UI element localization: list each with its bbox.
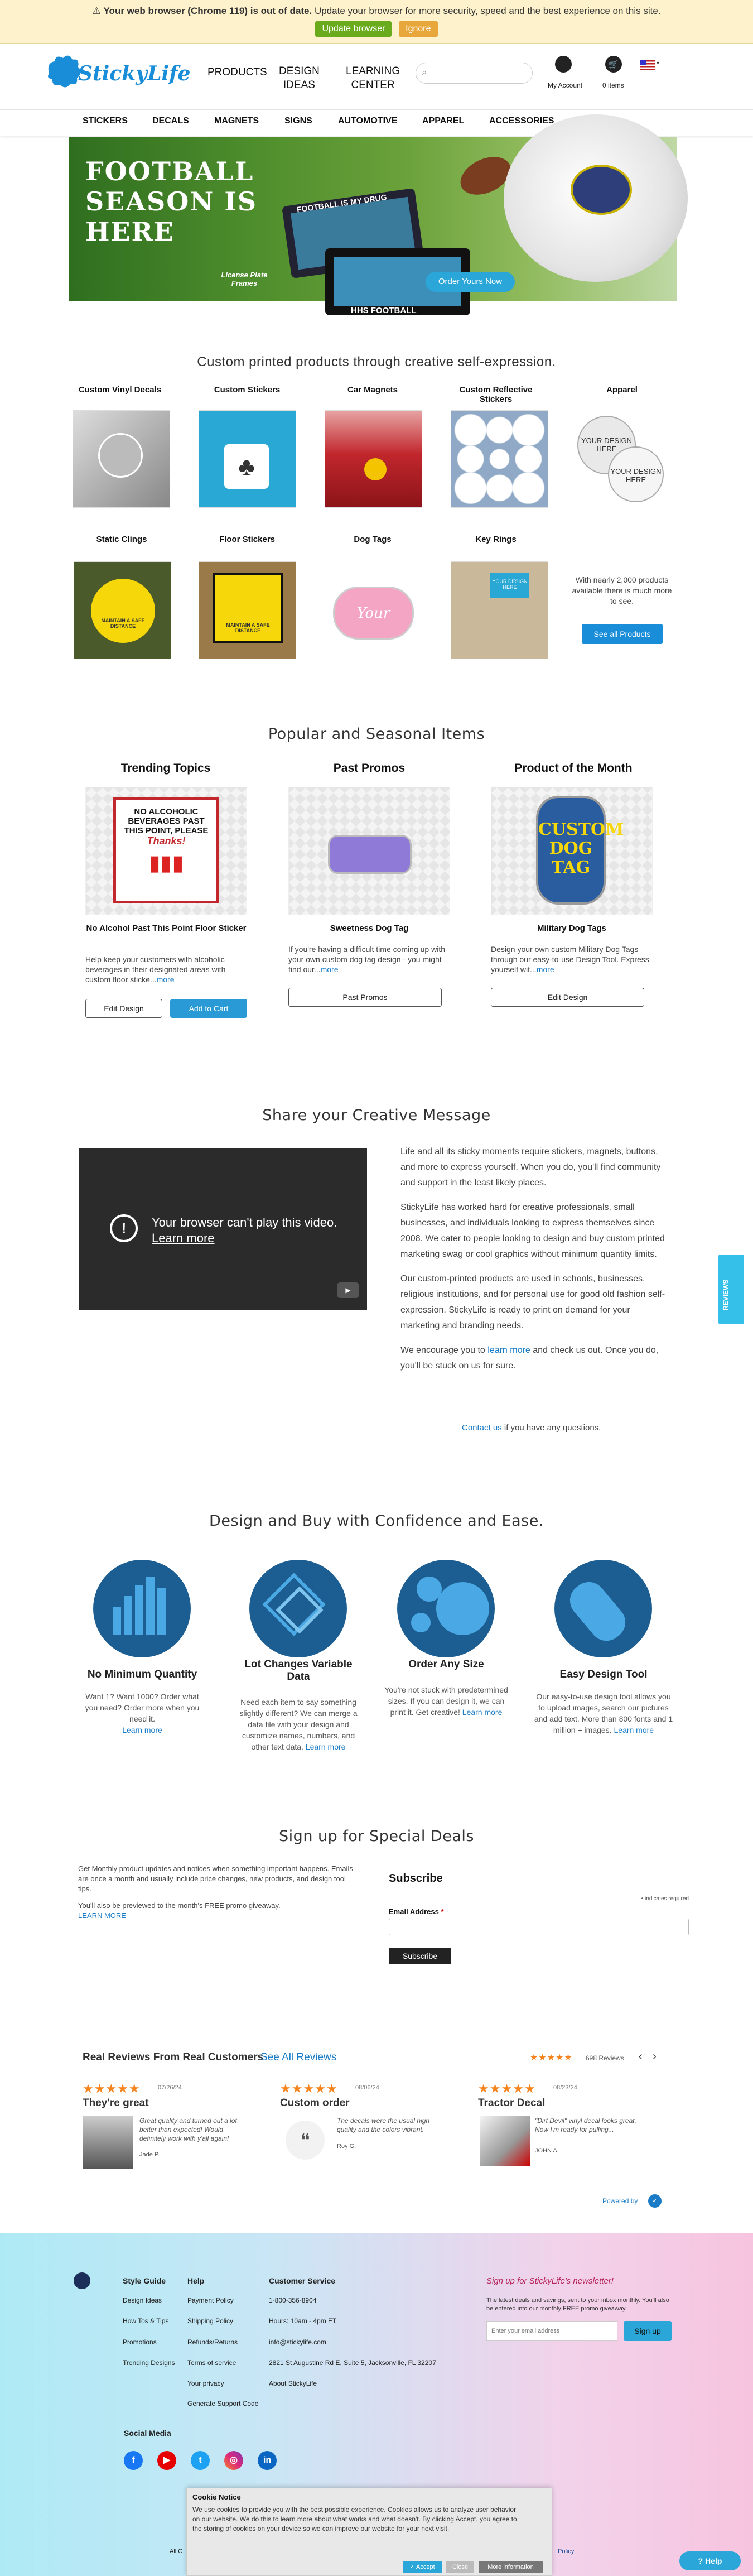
my-account-link[interactable]: My Account [548, 81, 583, 89]
subnav-apparel[interactable]: APPAREL [422, 116, 465, 126]
update-browser-button[interactable]: Update browser [315, 21, 392, 37]
review-author: Jade P. [139, 2151, 160, 2158]
no-minimum-title: No Minimum Quantity [87, 1669, 197, 1680]
any-size-title: Order Any Size [408, 1659, 484, 1670]
variable-data-learn-more[interactable]: Learn more [305, 1742, 346, 1751]
nav-design-ideas[interactable]: DESIGN IDEAS [279, 65, 320, 91]
cat-custom-stickers-image[interactable]: ♣ [199, 410, 296, 508]
stickylife-logo[interactable] [44, 51, 191, 96]
footer-link[interactable]: Refunds/Returns [187, 2338, 238, 2346]
cookie-close-button[interactable]: Close [446, 2561, 474, 2573]
frame-top-text: FOOTBALL IS MY DRUG [296, 193, 388, 214]
product-of-month-title: Product of the Month [514, 762, 633, 775]
footer-help-title: Help [187, 2276, 205, 2285]
product-of-month-edit-button[interactable]: Edit Design [491, 988, 644, 1007]
us-flag-icon[interactable] [640, 60, 655, 70]
any-size-learn-more[interactable]: Learn more [462, 1708, 503, 1717]
past-promos-button[interactable]: Past Promos [288, 988, 442, 1007]
newsletter-signup-button[interactable]: Sign up [624, 2321, 672, 2341]
see-all-products-button[interactable]: See all Products [582, 624, 663, 644]
contact-us-link[interactable]: Contact us [462, 1423, 502, 1433]
warning-icon: ⚠ [92, 6, 101, 16]
site-header [0, 44, 753, 136]
product-of-month-name[interactable]: Military Dog Tags [537, 924, 606, 933]
footer-link[interactable]: Generate Support Code [187, 2400, 259, 2407]
no-minimum-icon [93, 1560, 191, 1657]
review-title: Custom order [280, 2097, 350, 2109]
instagram-icon[interactable]: ◎ [224, 2451, 243, 2470]
features-heading: Design and Buy with Confidence and Ease. [209, 1512, 544, 1530]
subscribe-form-title: Subscribe [389, 1872, 443, 1885]
past-promo-name[interactable]: Sweetness Dog Tag [330, 924, 409, 933]
review-summary-stars: ★★★★★ [530, 2053, 573, 2063]
ignore-button[interactable]: Ignore [399, 21, 437, 37]
reviews-next-button[interactable]: › [653, 2050, 657, 2063]
linkedin-icon[interactable]: in [258, 2451, 277, 2470]
variable-data-icon [249, 1560, 347, 1657]
footer-link[interactable]: How Tos & Tips [123, 2317, 169, 2325]
cart-icon[interactable]: 🛒 [605, 56, 622, 73]
review-photo[interactable] [83, 2116, 133, 2169]
footer-hours: Hours: 10am - 4pm ET [269, 2317, 337, 2325]
video-learn-more-link[interactable]: Learn more [152, 1231, 215, 1245]
frame-bottom-text: HHS FOOTBALL [351, 306, 417, 315]
social-media-title: Social Media [124, 2429, 171, 2438]
review-stars: ★★★★★ [478, 2082, 536, 2096]
email-label: Email Address * [389, 1907, 444, 1916]
cat-vinyl-decals-image[interactable] [73, 410, 170, 508]
review-date: 08/06/24 [355, 2084, 379, 2091]
reviews-side-tab[interactable]: REVIEWS [718, 1255, 744, 1324]
search-input[interactable] [416, 63, 533, 84]
footer-logo-icon[interactable] [74, 2272, 90, 2289]
footer-email[interactable]: info@stickylife.com [269, 2338, 326, 2346]
no-minimum-text: Want 1? Want 1000? Order what you need? Order more when you need it. Learn more [85, 1692, 200, 1734]
review-stars: ★★★★★ [83, 2082, 141, 2096]
cat-apparel-image[interactable]: YOUR DESIGN HERE YOUR DESIGN HERE [577, 416, 667, 505]
search-icon: ⌕ [422, 67, 427, 78]
more-products-text: With nearly 2,000 products available there is much more to see. [572, 575, 672, 605]
footer-link[interactable]: Terms of service [187, 2359, 236, 2367]
subnav-signs[interactable]: SIGNS [284, 116, 312, 126]
cat-vinyl-decals-title[interactable]: Custom Vinyl Decals [78, 385, 162, 395]
cat-key-rings-title[interactable]: Key Rings [475, 535, 517, 544]
trending-product-image[interactable]: NO ALCOHOLIC BEVERAGES PAST THIS POINT, PLEASE Thanks! ▮▮▮ [85, 787, 247, 915]
reviews-provider-icon[interactable]: ✓ [648, 2194, 662, 2208]
subscribe-button[interactable]: Subscribe [389, 1948, 451, 1964]
trending-more-link[interactable]: more [156, 975, 175, 984]
required-note: • indicates required [641, 1896, 689, 1902]
cat-dog-tags-title[interactable]: Dog Tags [354, 535, 392, 544]
newsletter-text: The latest deals and savings, sent to your inbox monthly. You'll also be entered into our monthly FREE promo giveaway. [486, 2297, 669, 2312]
footer-link[interactable]: Payment Policy [187, 2296, 234, 2304]
review-date: 07/26/24 [158, 2084, 182, 2091]
chevron-down-icon[interactable]: ▾ [657, 60, 660, 66]
learn-more-link[interactable]: learn more [487, 1345, 530, 1355]
review-stars: ★★★★★ [280, 2082, 338, 2096]
review-date: 08/23/24 [553, 2084, 577, 2091]
footer-phone[interactable]: 1-800-356-8904 [269, 2296, 317, 2304]
creative-heading: Share your Creative Message [262, 1107, 491, 1124]
signup-text: Get Monthly product updates and notices when something important happens. Emails are once a month and usually include price changes, new products, and design tool tips. You'll also be previewed to the month's FREE promo giveaway. LEARN MORE [78, 1864, 353, 1920]
cat-apparel-title[interactable]: Apparel [606, 385, 638, 395]
footer-link[interactable]: Trending Designs [123, 2359, 175, 2367]
facebook-icon[interactable]: f [124, 2451, 143, 2470]
see-all-reviews-link[interactable]: See All Reviews [260, 2051, 337, 2063]
review-title: They're great [83, 2097, 149, 2109]
subnav-stickers[interactable]: STICKERS [83, 116, 128, 126]
subnav-accessories[interactable]: ACCESSORIES [489, 116, 554, 126]
logo-text: StickyLife [78, 62, 191, 85]
signup-heading: Sign up for Special Deals [279, 1828, 474, 1845]
review-text: The decals were the usual high quality and the colors vibrant. [337, 2117, 430, 2133]
cat-reflective-stickers-image[interactable] [451, 410, 548, 508]
hero-banner[interactable] [69, 137, 677, 315]
cart-count[interactable]: 0 items [602, 81, 624, 89]
cat-floor-stickers-image[interactable]: MAINTAIN A SAFE DISTANCE [199, 561, 296, 659]
add-to-cart-button[interactable]: Add to Cart [170, 999, 247, 1018]
cat-car-magnets-image[interactable] [325, 410, 422, 508]
popular-heading: Popular and Seasonal Items [268, 725, 485, 743]
nav-products[interactable]: PRODUCTS [207, 66, 267, 78]
policy-link[interactable]: Policy [558, 2548, 575, 2555]
design-tool-icon [554, 1560, 652, 1657]
reviews-heading: Real Reviews From Real Customers [83, 2051, 264, 2063]
cat-static-clings-image[interactable]: MAINTAIN A SAFE DISTANCE [74, 561, 171, 659]
contact-line: Contact us if you have any questions. [462, 1423, 601, 1433]
helmet-image [504, 114, 688, 282]
order-now-button[interactable]: Order Yours Now [426, 272, 515, 292]
cat-dog-tags-image[interactable]: Your Design [325, 561, 422, 659]
review-card[interactable] [478, 2082, 651, 2176]
review-photo[interactable] [480, 2116, 530, 2166]
creative-text: Life and all its sticky moments require stickers, magnets, buttons, and more to express yourself. When you do, you'll find community and support in the least likely places. StickyLife has worked hard for creative professionals, small businesses, and individuals looking to express themselves since 2008. We cater to people looking to design and buy custom printed marketing swag or cool graphics without minimum quantity limits. Our custom-printed products are used in schools, businesses, religious institutions, and for personal use for good old fashion self-expression. StickyLife is ready to print on demand for your marketing and branding needs. We encourage you to learn more and check us out. Once you do, you'll be stuck on us for sure. [400, 1147, 665, 1371]
product-of-month-more-link[interactable]: more [536, 965, 554, 974]
design-tool-title: Easy Design Tool [559, 1669, 648, 1680]
footer-style-guide-title: Style Guide [123, 2276, 166, 2285]
outdated-browser-bar [0, 0, 753, 44]
footer-link[interactable]: Promotions [123, 2338, 157, 2346]
nav-learning-center[interactable]: LEARNING CENTER [346, 65, 400, 91]
review-count: 698 Reviews [586, 2054, 624, 2062]
email-field[interactable] [389, 1919, 689, 1935]
newsletter-email-input[interactable]: Enter your email address [486, 2321, 617, 2341]
variable-data-text: Need each item to say something slightly different? We can merge a data file with your design and customize names, numbers, and other text data. Learn more [239, 1698, 358, 1751]
cat-key-rings-image[interactable]: YOUR DESIGN HERE [451, 561, 548, 659]
footer-address: 2821 St Augustine Rd E, Suite 5, Jacksonville, FL 32207 [269, 2359, 436, 2367]
quote-icon: ❝ [286, 2121, 325, 2160]
past-promo-desc: If you're having a difficult time coming up with your own custom dog tag design - you might find our...more [288, 945, 445, 974]
review-author: Roy G. [337, 2143, 356, 2150]
any-size-text: You're not stuck with predetermined sizes. If you can design it, we can print it. Get creative! Learn more [384, 1685, 508, 1717]
twitter-icon[interactable]: t [191, 2451, 210, 2470]
past-promo-image[interactable] [288, 787, 450, 915]
video-error-text: Your browser can't play this video. [152, 1215, 337, 1229]
product-of-month-desc: Design your own custom Military Dog Tags through our easy-to-use Design Tool. Express yourself wit...more [491, 945, 649, 974]
subnav-decals[interactable]: DECALS [152, 116, 189, 126]
trending-product-name[interactable]: No Alcohol Past This Point Floor Sticker [86, 924, 247, 933]
footer-link[interactable]: Your privacy [187, 2380, 224, 2387]
banner-caption: License Plate Frames [221, 271, 268, 287]
banner-headline: FOOTBALL SEASON IS HERE [85, 156, 258, 247]
youtube-icon[interactable]: ▶ [157, 2451, 176, 2470]
cookie-accept-button[interactable]: ✓ Accept [403, 2561, 442, 2573]
trending-product-desc: Help keep your customers with alcoholic beverages in their designated areas with custom floor sticke...more [85, 955, 226, 984]
newsletter-title: Sign up for StickyLife's newsletter! [486, 2276, 614, 2286]
video-player[interactable] [79, 1148, 367, 1310]
subnav-automotive[interactable]: AUTOMOTIVE [338, 116, 398, 126]
cat-custom-stickers-title[interactable]: Custom Stickers [214, 385, 281, 395]
outdated-text: Update your browser for more security, speed and the best experience on this site. [314, 6, 661, 16]
trending-topics-title: Trending Topics [120, 762, 211, 775]
cat-static-clings-title[interactable]: Static Clings [96, 535, 147, 544]
subnav-magnets[interactable]: MAGNETS [214, 116, 259, 126]
no-minimum-learn-more[interactable]: Learn more [122, 1726, 162, 1734]
design-tool-text: Our easy-to-use design tool allows you to upload images, search our pictures and add text. More than 800 fonts and 1 million + images. Learn more [534, 1692, 673, 1734]
cat-car-magnets-title[interactable]: Car Magnets [347, 385, 398, 395]
review-card[interactable] [280, 2082, 453, 2176]
past-promo-more-link[interactable]: more [320, 965, 339, 974]
design-tool-learn-more[interactable]: Learn more [614, 1726, 654, 1734]
any-size-icon [397, 1560, 495, 1657]
cookie-more-info-button[interactable]: More information [479, 2561, 543, 2573]
variable-data-title: Lot Changes Variable Data [244, 1659, 353, 1683]
review-card[interactable] [83, 2082, 255, 2176]
signup-learn-more-link[interactable]: LEARN MORE [78, 1911, 126, 1920]
powered-by-label: Powered by [602, 2197, 638, 2205]
trending-edit-design-button[interactable]: Edit Design [85, 999, 162, 1018]
cookie-text: We use cookies to provide you with the best possible experience. Cookies allows us to analyze user behavior on our website. We do this to learn more about what works and what doesn't. By clicking Accept, you agree to the storing of cookies on your device so we can improve our website for your next visit. [192, 2506, 517, 2532]
cookie-title: Cookie Notice [192, 2493, 241, 2501]
footer-link[interactable]: About StickyLife [269, 2380, 317, 2387]
footer-link[interactable]: Design Ideas [123, 2296, 162, 2304]
footer-link[interactable]: Shipping Policy [187, 2317, 234, 2325]
footer-customer-service-title: Customer Service [269, 2276, 336, 2285]
reviews-prev-button[interactable]: ‹ [639, 2050, 643, 2063]
review-text: "Dirt Devil" vinyl decal looks great. Now I'm ready for pulling... [535, 2117, 636, 2133]
review-text: Great quality and turned out a lot better than expected! Would definitely work with y'all again! [139, 2117, 237, 2142]
copyright-text: All C [170, 2548, 183, 2555]
error-icon: ! [110, 1214, 138, 1242]
account-icon[interactable] [555, 56, 572, 73]
help-button[interactable]: ? Help [679, 2551, 741, 2570]
product-of-month-image[interactable]: CUSTOM DOG TAG [491, 787, 653, 915]
categories-heading: Custom printed products through creative self-expression. [197, 354, 556, 369]
past-promos-title: Past Promos [333, 762, 406, 775]
review-title: Tractor Decal [478, 2097, 546, 2109]
help-icon: ? [698, 2556, 703, 2565]
cat-reflective-stickers-title[interactable]: Custom Reflective Stickers [459, 385, 533, 404]
cookie-notice [186, 2488, 552, 2576]
cat-floor-stickers-title[interactable]: Floor Stickers [219, 535, 276, 544]
review-author: JOHN A. [535, 2147, 559, 2154]
outdated-title: Your web browser (Chrome 119) is out of date. [103, 6, 312, 16]
youtube-icon[interactable]: ▶ [337, 1282, 359, 1298]
